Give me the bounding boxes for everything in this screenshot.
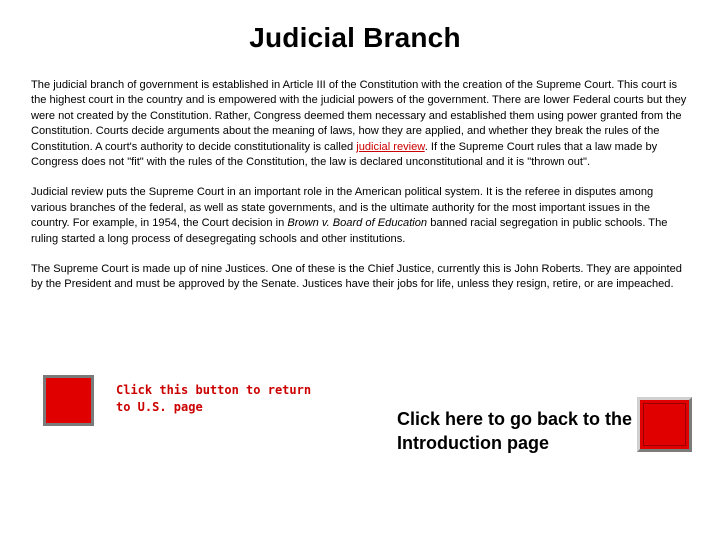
main-content <box>31 78 687 308</box>
judicial-review-link[interactable]: judicial review <box>356 140 425 153</box>
return-us-page-button[interactable] <box>43 375 94 426</box>
button-bevel <box>643 403 686 446</box>
paragraph-1-text-end: . If the Supreme Court rules that a law made by Congress does not "fit" with the rules of the Constitution, the law is declared unconstitutional and it is "thrown out". <box>31 140 658 169</box>
paragraph-judicial-review <box>31 185 687 247</box>
case-name: Brown v. Board of Education <box>287 217 428 230</box>
back-to-introduction-caption: Click here to go back to the Introduction page <box>397 409 633 453</box>
paragraph-supreme-court: The Supreme Court is made up of nine Justices. One of these is the Chief Justice, currently this is John Roberts. They are appointed by the President and must be approved by the Senate. Justices have their jobs for life, unless they resign, retire, or are impeached. <box>31 263 682 291</box>
paragraph-2-text-end: banned racial segregation in public schools. The ruling started a long process of desegregating schools and other institutions. <box>31 217 668 245</box>
page-title: Judicial Branch <box>249 22 461 53</box>
back-to-introduction-button[interactable] <box>637 397 692 452</box>
paragraph-2-text: Judicial review puts the Supreme Court in an important role in the American political system. It is the referee in disputes among various branches of the federal, as well as state governments, and is the ultimate authority for the most important issues in the country. For example, in 1954, the Court decision in <box>31 186 654 230</box>
paragraph-1-text: The judicial branch of government is established in Article III of the Constitution with the creation of the Supreme Court. This court is the highest court in the country and is empowered with the judicial powers of the government. There are lower Federal courts but they were not created by the Constitution. Rather, Congress deemed them necessary and established them using power granted from the Constitution. Courts decide arguments about the meaning of laws, how they are applied, and whether they break the rules of the Constitution. A court's authority to decide constitutionality is called <box>31 79 687 153</box>
return-us-page-caption: Click this button to return to U.S. page <box>116 383 312 414</box>
paragraph-judicial-branch <box>31 78 687 170</box>
